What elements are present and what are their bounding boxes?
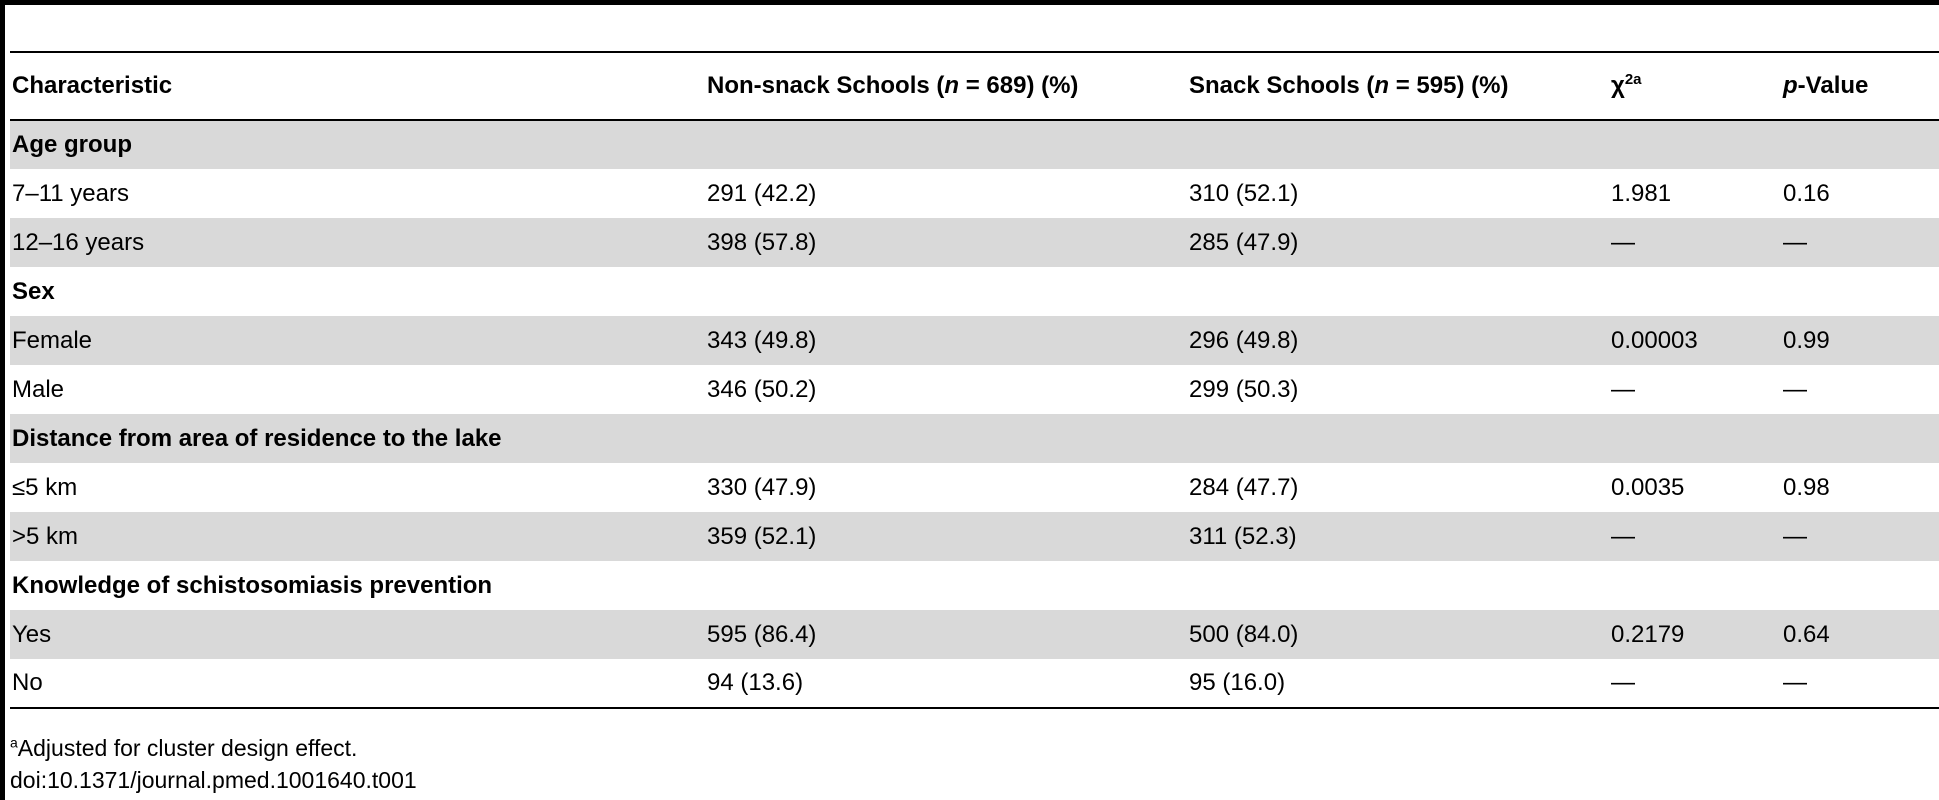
snack-value: 296 (49.8) xyxy=(1187,316,1609,365)
row-label: Yes xyxy=(10,610,705,659)
group-label: Age group xyxy=(10,120,1939,169)
row-label: ≤5 km xyxy=(12,473,78,501)
non-snack-value: 595 (86.4) xyxy=(705,610,1187,659)
chi-square-value: — xyxy=(1609,512,1781,561)
table-row xyxy=(10,610,1939,659)
row-label: >5 km xyxy=(10,512,705,561)
p-value: 0.64 xyxy=(1781,610,1939,659)
group-row-age-group xyxy=(10,120,1939,169)
doi-text: doi:10.1371/journal.pmed.1001640.t001 xyxy=(10,767,417,793)
table-row xyxy=(10,512,1939,561)
row-label: 7–11 years xyxy=(12,179,129,207)
p-value: 0.98 xyxy=(1783,473,1830,501)
non-snack-value: 346 (50.2) xyxy=(707,375,817,403)
row-label: Male xyxy=(12,375,65,403)
chi-square-value: — xyxy=(1609,218,1781,267)
header-snack-schools: Snack Schools (n = 595) (%) xyxy=(1187,52,1609,120)
p-value: — xyxy=(1783,375,1807,403)
snack-value: 311 (52.3) xyxy=(1187,512,1609,561)
snack-value: 95 (16.0) xyxy=(1187,659,1609,708)
p-value: 0.99 xyxy=(1781,316,1939,365)
table-row xyxy=(10,218,1939,267)
footnote-a xyxy=(10,732,417,764)
group-row-sex xyxy=(10,267,1939,316)
demographics-table xyxy=(10,51,1939,709)
chi-square-value: 0.0035 xyxy=(1611,473,1685,501)
group-row-knowledge xyxy=(10,561,1939,610)
non-snack-value: 94 (13.6) xyxy=(705,659,1187,708)
header-chi-square: $\chi^{2a}$ xyxy=(1609,52,1781,120)
group-label: Sex xyxy=(12,277,55,305)
table-row xyxy=(10,659,1939,708)
group-row-distance xyxy=(10,414,1939,463)
non-snack-value: 330 (47.9) xyxy=(707,473,817,501)
table-footnotes xyxy=(10,732,417,796)
row-label: 12–16 years xyxy=(10,218,705,267)
non-snack-value: 343 (49.8) xyxy=(705,316,1187,365)
chi-square-value: 1.981 xyxy=(1611,179,1672,207)
header-non-snack-schools: Non-snack Schools (n = 689) (%) xyxy=(705,52,1187,120)
snack-value: 310 (52.1) xyxy=(1189,179,1299,207)
group-label: Knowledge of schistosomiasis prevention xyxy=(12,571,493,599)
p-value: 0.16 xyxy=(1783,179,1830,207)
chi-square-value: 0.2179 xyxy=(1609,610,1781,659)
table-row xyxy=(10,463,1939,512)
p-value: — xyxy=(1781,659,1939,708)
footnote-text: Adjusted for cluster design effect. xyxy=(17,735,358,761)
chi-square-value: — xyxy=(1609,659,1781,708)
non-snack-value: 359 (52.1) xyxy=(705,512,1187,561)
top-border-rule xyxy=(0,0,1939,5)
snack-value: 299 (50.3) xyxy=(1189,375,1299,403)
left-border-rule xyxy=(0,0,5,800)
table-row xyxy=(10,365,1939,414)
row-label: No xyxy=(10,659,705,708)
footnote-marker: a xyxy=(10,734,18,751)
chi-square-value: 0.00003 xyxy=(1609,316,1781,365)
snack-value: 285 (47.9) xyxy=(1187,218,1609,267)
table-row xyxy=(10,316,1939,365)
non-snack-value: 291 (42.2) xyxy=(707,179,817,207)
row-label: Female xyxy=(10,316,705,365)
header-characteristic: Characteristic xyxy=(10,52,705,120)
p-value: — xyxy=(1781,218,1939,267)
header-p-value: p-Value xyxy=(1781,52,1939,120)
chi-square-value: — xyxy=(1611,375,1635,403)
snack-value: 500 (84.0) xyxy=(1187,610,1609,659)
snack-value: 284 (47.7) xyxy=(1189,473,1299,501)
non-snack-value: 398 (57.8) xyxy=(705,218,1187,267)
table-header-row xyxy=(10,52,1939,120)
p-value: — xyxy=(1781,512,1939,561)
table-row xyxy=(10,169,1939,218)
group-label: Distance from area of residence to the lake xyxy=(10,414,1939,463)
